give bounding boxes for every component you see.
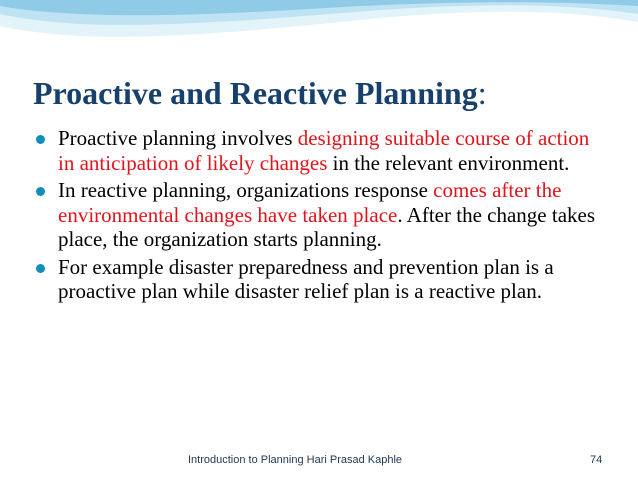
header-wave-decoration [0,0,638,60]
slide-footer: Introduction to Planning Hari Prasad Kaphle [188,454,403,466]
bullet-text-end: in the relevant environment. [327,150,570,175]
bullet-item [36,126,596,175]
bullet-highlight: designing suitable course of action in anticipation of likely changes [58,126,590,175]
bullet-dot-icon [36,135,45,144]
bullet-text-end: . After the change takes place, the organization starts planning. [58,202,596,251]
bullet-list [36,126,596,307]
bullet-item [36,255,596,304]
page-number: 74 [590,454,603,466]
bullet-item [36,178,596,252]
bullet-dot-icon [36,264,45,273]
slide-title-text: Proactive and Reactive Planning [33,75,478,111]
bullet-highlight: comes after the environmental changes have taken place [58,178,562,227]
slide-title [33,74,487,112]
bullet-text: Proactive planning involves [58,126,298,150]
bullet-text: For example disaster preparedness and prevention plan is a proactive plan while disaster relief plan is a reactive plan. [58,254,554,303]
bullet-text: In reactive planning, organizations response [58,178,434,202]
bullet-dot-icon [36,187,45,196]
slide-title-colon: : [477,75,487,111]
